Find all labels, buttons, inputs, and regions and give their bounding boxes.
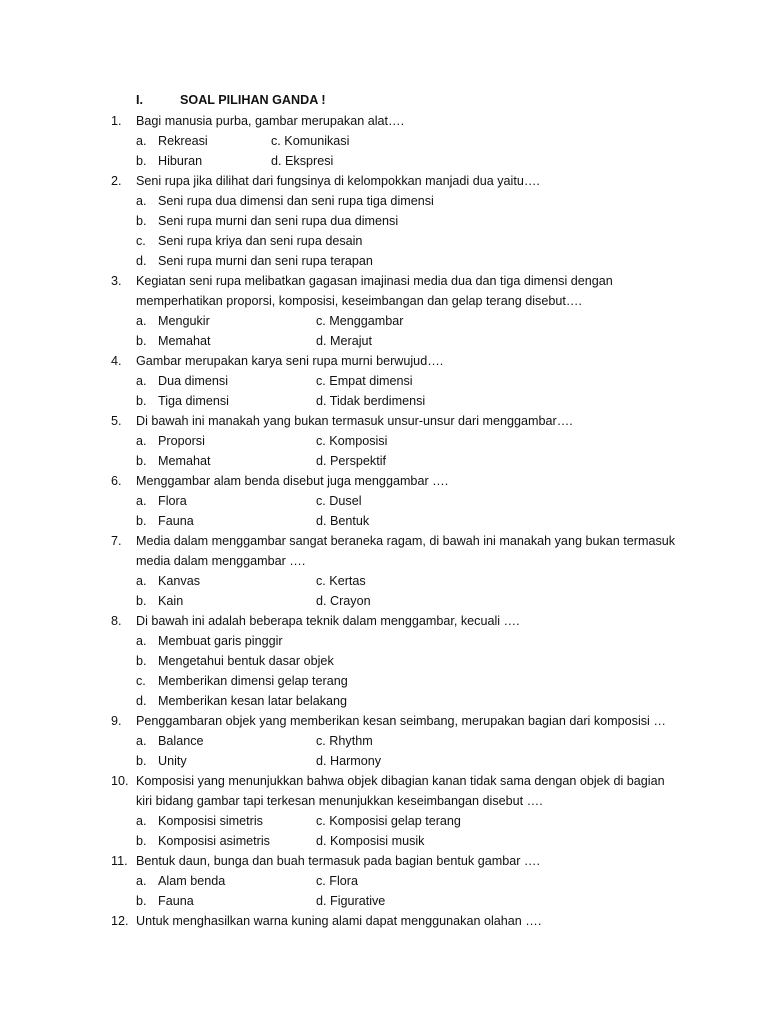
question-text: Menggambar alam benda disebut juga menggambar …. — [136, 474, 449, 488]
option-text: Mengetahui bentuk dasar objek — [158, 654, 334, 668]
option-text: Kanvas — [158, 574, 201, 588]
option-letter: b. — [136, 514, 147, 528]
option-letter: a. — [136, 374, 147, 388]
option-text: Tiga dimensi — [158, 394, 229, 408]
option-text: d. Bentuk — [316, 514, 370, 528]
option-text: Rekreasi — [158, 134, 208, 148]
option-text: c. Empat dimensi — [316, 374, 413, 388]
option-text: Kain — [158, 594, 184, 608]
option-text: Balance — [158, 734, 204, 748]
question-number: 12. — [111, 914, 129, 928]
option-text: c. Flora — [316, 874, 358, 888]
option-text: d. Ekspresi — [271, 154, 334, 168]
question-text: Media dalam menggambar sangat beraneka ragam, di bawah ini manakah yang bukan termasuk — [136, 534, 676, 548]
option-text: c. Komposisi — [316, 434, 388, 448]
option-letter: a. — [136, 314, 147, 328]
option-letter: b. — [136, 654, 147, 668]
question-text: Di bawah ini adalah beberapa teknik dalam menggambar, kecuali …. — [136, 614, 520, 628]
option-text: d. Harmony — [316, 754, 382, 768]
option-text: Seni rupa dua dimensi dan seni rupa tiga dimensi — [158, 194, 434, 208]
question-number: 8. — [111, 614, 122, 628]
option-text: Mengukir — [158, 314, 210, 328]
question-text: Untuk menghasilkan warna kuning alami dapat menggunakan olahan …. — [136, 914, 542, 928]
question-text: Bentuk daun, bunga dan buah termasuk pada bagian bentuk gambar …. — [136, 854, 540, 868]
option-letter: c. — [136, 674, 146, 688]
question-text: Kegiatan seni rupa melibatkan gagasan imajinasi media dua dan tiga dimensi dengan — [136, 274, 613, 288]
question-number: 7. — [111, 534, 122, 548]
option-text: c. Komunikasi — [271, 134, 350, 148]
option-text: Dua dimensi — [158, 374, 228, 388]
question-text: kiri bidang gambar tapi terkesan menunjukkan keseimbangan disebut …. — [136, 794, 543, 808]
option-text: Komposisi simetris — [158, 814, 263, 828]
question-text: Seni rupa jika dilihat dari fungsinya di kelompokkan manjadi dua yaitu…. — [136, 174, 540, 188]
option-letter: b. — [136, 394, 147, 408]
question-text: memperhatikan proporsi, komposisi, keseimbangan dan gelap terang disebut…. — [136, 294, 582, 308]
question-number: 1. — [111, 114, 122, 128]
option-letter: a. — [136, 634, 147, 648]
option-text: c. Komposisi gelap terang — [316, 814, 461, 828]
question-number: 11. — [111, 854, 128, 868]
question-text: Gambar merupakan karya seni rupa murni berwujud…. — [136, 354, 444, 368]
option-text: Fauna — [158, 514, 194, 528]
option-letter: a. — [136, 814, 147, 828]
option-letter: a. — [136, 574, 147, 588]
option-text: Fauna — [158, 894, 194, 908]
option-text: d. Perspektif — [316, 454, 386, 468]
option-text: Membuat garis pinggir — [158, 634, 283, 648]
option-text: d. Merajut — [316, 334, 372, 348]
question-number: 4. — [111, 354, 122, 368]
option-text: d. Crayon — [316, 594, 371, 608]
option-letter: b. — [136, 754, 147, 768]
option-letter: a. — [136, 434, 147, 448]
option-text: Proporsi — [158, 434, 205, 448]
option-letter: b. — [136, 834, 147, 848]
question-number: 9. — [111, 714, 122, 728]
option-letter: a. — [136, 194, 147, 208]
option-text: Seni rupa kriya dan seni rupa desain — [158, 234, 363, 248]
option-letter: a. — [136, 494, 147, 508]
question-number: 10. — [111, 774, 129, 788]
question-number: 3. — [111, 274, 122, 288]
option-text: c. Kertas — [316, 574, 366, 588]
option-letter: b. — [136, 594, 147, 608]
question-text: Bagi manusia purba, gambar merupakan alat…. — [136, 114, 405, 128]
option-text: c. Rhythm — [316, 734, 373, 748]
option-letter: d. — [136, 694, 147, 708]
option-text: d. Tidak berdimensi — [316, 394, 426, 408]
question-text: Penggambaran objek yang memberikan kesan seimbang, merupakan bagian dari komposisi … — [136, 714, 666, 728]
option-text: Komposisi asimetris — [158, 834, 270, 848]
option-letter: b. — [136, 214, 147, 228]
option-letter: b. — [136, 454, 147, 468]
option-text: Memahat — [158, 454, 211, 468]
option-letter: a. — [136, 734, 147, 748]
option-letter: b. — [136, 894, 147, 908]
question-text: Komposisi yang menunjukkan bahwa objek dibagian kanan tidak sama dengan objek di bagian — [136, 774, 665, 788]
option-text: d. Figurative — [316, 894, 386, 908]
option-text: Memberikan dimensi gelap terang — [158, 674, 348, 688]
section-number: I. — [136, 93, 143, 107]
option-text: c. Menggambar — [316, 314, 404, 328]
question-text: Di bawah ini manakah yang bukan termasuk unsur-unsur dari menggambar…. — [136, 414, 573, 428]
option-text: Seni rupa murni dan seni rupa terapan — [158, 254, 373, 268]
option-text: Flora — [158, 494, 187, 508]
option-letter: a. — [136, 874, 147, 888]
question-number: 5. — [111, 414, 122, 428]
option-text: Seni rupa murni dan seni rupa dua dimensi — [158, 214, 399, 228]
question-text: media dalam menggambar …. — [136, 554, 306, 568]
option-text: Memahat — [158, 334, 211, 348]
option-letter: b. — [136, 334, 147, 348]
option-text: Unity — [158, 754, 187, 768]
option-text: Hiburan — [158, 154, 203, 168]
option-letter: c. — [136, 234, 146, 248]
question-number: 6. — [111, 474, 122, 488]
option-letter: a. — [136, 134, 147, 148]
option-letter: d. — [136, 254, 147, 268]
option-letter: b. — [136, 154, 147, 168]
question-number: 2. — [111, 174, 122, 188]
option-text: Memberikan kesan latar belakang — [158, 694, 348, 708]
section-title: SOAL PILIHAN GANDA ! — [180, 93, 326, 107]
option-text: d. Komposisi musik — [316, 834, 425, 848]
option-text: Alam benda — [158, 874, 226, 888]
option-text: c. Dusel — [316, 494, 362, 508]
